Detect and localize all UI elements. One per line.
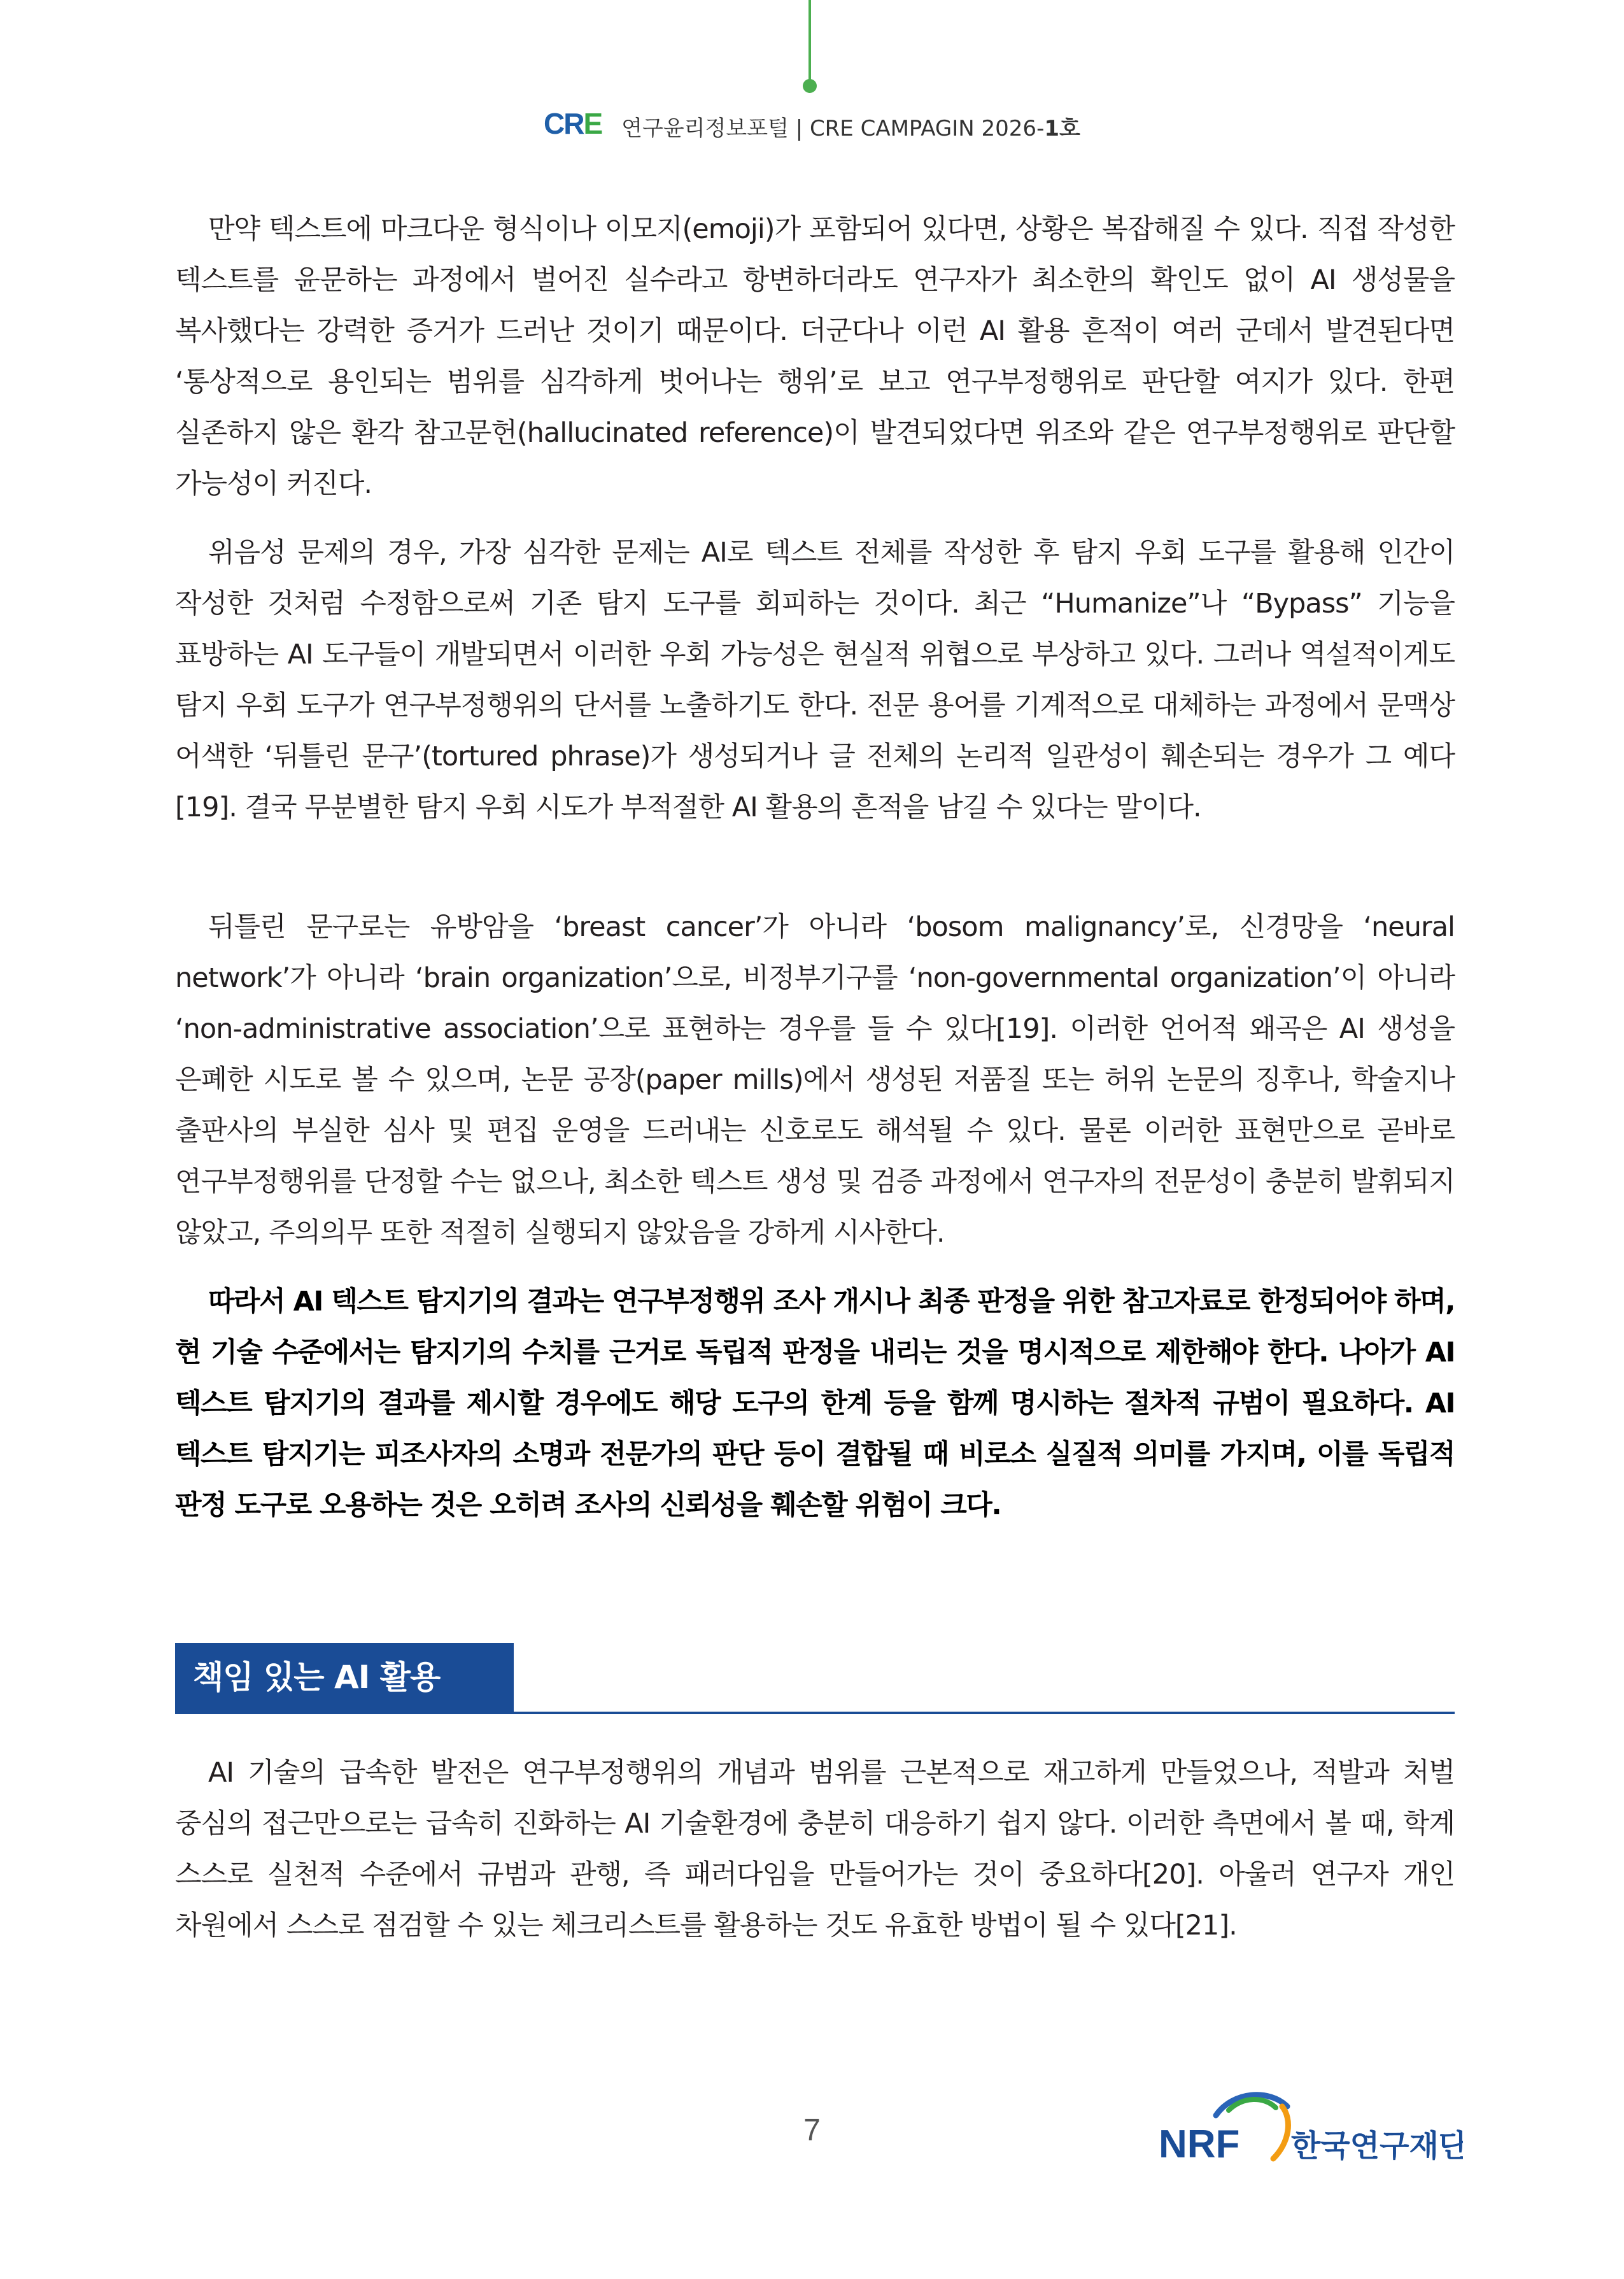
paragraph-5: AI 기술의 급속한 발전은 연구부정행위의 개념과 범위를 근본적으로 재고하게 만들었으나, 적발과 처벌 중심의 접근만으로는 급속히 진화하는 AI 기술환경에 충분히 대응하기 쉽지 않다. 이러한 측면에서 볼 때, 학계 스스로 실천적 수준에서 규범과 관행, 즉 패러다임을 만들어가는 것이 중요하다[20]. 아울러 연구자 개인 차원에서 스스로 점검할 수 있는 체크리스트를 활용하는 것도 유효한 방법이 될 수 있다[21]. — [175, 1757, 1455, 1942]
nrf-org-name: 한국연구재단 — [1291, 2128, 1463, 2164]
svg-text:CRE — [544, 108, 602, 139]
nrf-logo — [1157, 2089, 1463, 2180]
paragraph-2: 위음성 문제의 경우, 가장 심각한 문제는 AI로 텍스트 전체를 작성한 후 탐지 우회 도구를 활용해 인간이 작성한 것처럼 수정함으로써 기존 탐지 도구를 회피하는 것이다. 최근 “Humanize”나 “Bypass” 기능을 표방하는 AI 도구들이 개발되면서 이러한 우회 가능성은 현실적 위협으로 부상하고 있다. 그러나 역설적이게도 탐지 우회 도구가 연구부정행위의 단서를 노출하기도 한다. 전문 용어를 기계적으로 대체하는 과정에서 문맥상 어색한 ‘뒤틀린 문구’(tortured phrase)가 생성되거나 글 전체의 논리적 일관성이 훼손되는 경우가 그 예다[19]. 결국 무분별한 탐지 우회 시도가 부적절한 AI 활용의 흔적을 남길 수 있다는 말이다. — [175, 537, 1455, 823]
section-heading-bar — [175, 1643, 1455, 1714]
cre-logo-e: E — [583, 108, 602, 139]
header-portal-text: 연구윤리정보포털 | CRE CAMPAGIN 2026- — [621, 116, 1045, 141]
cre-logo-c: C — [544, 108, 564, 139]
paragraph-3: 뒤틀린 문구로는 유방암을 ‘breast cancer’가 아니라 ‘bosom malignancy’로, 신경망을 ‘neural network’가 아니라 ‘brain organization’으로, 비정부기구를 ‘non-governmental organization’이 아니라 ‘non-administrative association’으로 표현하는 경우를 들 수 있다[19]. 이러한 언어적 왜곡은 AI 생성을 은폐한 시도로 볼 수 있으며, 논문 공장(paper mills)에서 생성된 저품질 또는 허위 논문의 징후나, 학술지나 출판사의 부실한 심사 및 편집 운영을 드러내는 신호로도 해석될 수 있다. 물론 이러한 표현만으로 곧바로 연구부정행위를 단정할 수는 없으나, 최소한 텍스트 생성 및 검증 과정에서 연구자의 전문성이 충분히 발휘되지 않았고, 주의의무 또한 적절히 실행되지 않았음을 강하게 시사한다. — [175, 911, 1455, 1249]
header-issue: 1호 — [1044, 116, 1080, 141]
paragraph-1: 만약 텍스트에 마크다운 형식이나 이모지(emoji)가 포함되어 있다면, 상황은 복잡해질 수 있다. 직접 작성한 텍스트를 윤문하는 과정에서 벌어진 실수라고 항변하더라도 연구자가 최소한의 확인도 없이 AI 생성물을 복사했다는 강력한 증거가 드러난 것이기 때문이다. 더군다나 이런 AI 활용 흔적이 여러 군데서 발견된다면 ‘통상적으로 용인되는 범위를 심각하게 벗어나는 행위’로 보고 연구부정행위로 판단할 여지가 있다. 한편 실존하지 않은 환각 참고문헌(hallucinated reference)이 발견되었다면 위조와 같은 연구부정행위로 판단할 가능성이 커진다. — [175, 213, 1455, 500]
running-header — [0, 108, 1624, 145]
cre-logo-r: R — [563, 108, 584, 139]
paragraph-4-emphasis: 따라서 AI 텍스트 탐지기의 결과는 연구부정행위 조사 개시나 최종 판정을 위한 참고자료로 한정되어야 하며, 현 기술 수준에서는 탐지기의 수치를 근거로 독립적 판정을 내리는 것을 명시적으로 제한해야 한다. 나아가 AI 텍스트 탐지기의 결과를 제시할 경우에도 해당 도구의 한계 등을 함께 명시하는 절차적 규범이 필요하다. AI 텍스트 탐지기는 피조사자의 소명과 전문가의 판단 등이 결합될 때 비로소 실질적 의미를 가지며, 이를 독립적 판정 도구로 오용하는 것은 오히려 조사의 신뢰성을 훼손할 위험이 크다. — [175, 1286, 1455, 1521]
nrf-swoosh-orange-icon — [1273, 2106, 1288, 2159]
body-block-2 — [175, 527, 1455, 833]
cre-logo — [544, 108, 612, 145]
section-title: 책임 있는 AI 활용 — [175, 1643, 514, 1712]
body-block-4 — [175, 1276, 1455, 1531]
top-green-line — [808, 0, 811, 82]
top-green-dot — [803, 79, 817, 93]
body-block-3 — [175, 902, 1455, 1258]
nrf-logo-text: NRF — [1159, 2122, 1240, 2166]
body-block-1 — [175, 204, 1455, 509]
body-block-5 — [175, 1747, 1455, 1951]
page-number: 7 — [803, 2113, 821, 2147]
